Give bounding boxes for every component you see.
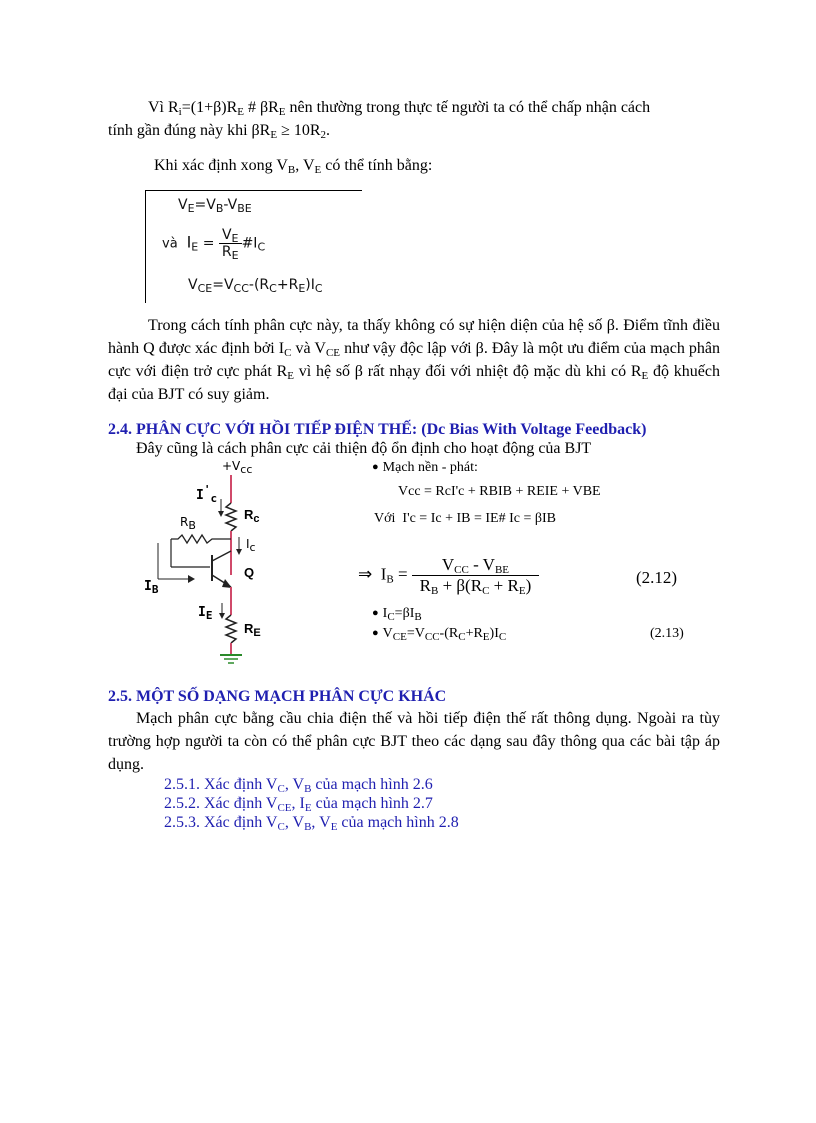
section-2-5-paragraph: Mạch phân cực bằng cầu chia điện thế và hồi tiếp điện thế rất thông dụng. Ngoài ra tùy trường hợp người ta còn có thể phân cực BJT theo các dạng sau đây thông qua các bài tập áp dụng. (108, 710, 720, 773)
bullet-icon: ● (372, 607, 379, 619)
ie-arrow (219, 613, 225, 619)
prime-current-equation: Với I'c = Ic + IB = IE# Ic = βIB (374, 511, 556, 526)
intro-line-1: Vì $R_i=(1+\beta)R_E$ # $\beta R_E$ nên thường trong thực tế người ta có thể chấp nhận cách (148, 99, 651, 118)
vce-equation: $V_{CE}=V_{CC}-(R_C+R_E)I_C$ (188, 277, 323, 295)
circuit-svg (140, 455, 300, 670)
ve-equation: $V_E=V_B-V_{BE}$ (178, 197, 252, 215)
vcc-loop-equation: Vcc = RcI'c + RBIB + REIE + VBE (398, 484, 601, 499)
emitter-arrow (222, 579, 232, 588)
exercise-item[interactable]: 2.5.2. Xác định $V_{CE}$, $I_E$ của mạch hình 2.7 (164, 795, 433, 814)
ib-result-equation: ⇒ $I_B$ = $\frac{V_{CC} - V_{BE}}{R_B + \beta(R_C + R_E)}$ (358, 555, 539, 596)
rb-resistor (171, 535, 231, 543)
re-label: $R_E$ (244, 621, 261, 639)
after-text: Khi xác định xong $V_B$, $V_E$ có thể tính bằng: (154, 157, 433, 176)
rc-label: $R_c$ (244, 507, 260, 525)
paragraph-no-beta: Trong cách tính phân cực này, ta thấy không có sự hiện diện của hệ số β. Điểm tĩnh điều hành Q được xác định bởi $I_C$ và $V_{CE}$ như vậy độc lập với β. Đây là một ưu điểm của mạch phân cực với điện trở cực phát $R_E$ vì hệ số β rất nhạy đối với nhiệt độ mặc dù khi có $R_E$ độ khuếch đại của BJT có suy giảm. (108, 317, 721, 403)
loop-label: ● Mạch nền - phát: (372, 460, 478, 475)
ib-fraction: $\frac{V_{CC} - V_{BE}}{R_B + \beta(R_C + R_E)}$ (412, 555, 539, 596)
intro-paragraph (108, 96, 720, 142)
intro-line-2: tính gần đúng này khi $\beta R_E \ge 10R_2$. (108, 122, 331, 141)
bullet-icon: ● (372, 461, 379, 473)
re-resistor (226, 615, 236, 643)
ve-over-re-fraction: $\frac{V_E}{R_E}$ (219, 227, 242, 260)
ic-prime-label: $I'_c$ (196, 483, 218, 505)
ie-equation: và $I_E$ = $\frac{V_E}{R_E}$ $\#I_C$ (162, 227, 266, 262)
vcc-label: $+V_{cc}$ (222, 459, 253, 476)
equation-number-2-13: (2.13) (650, 626, 684, 641)
ic-prime-arrow (218, 511, 224, 517)
bullet-ic-beta: ● $I_C=\beta I_B$ (372, 606, 422, 623)
exercise-list (164, 775, 459, 832)
formula-box (145, 190, 362, 303)
ic-label: $I_c$ (246, 537, 256, 554)
exercise-item[interactable]: 2.5.3. Xác định $V_C$, $V_B$, $V_E$ của mạch hình 2.8 (164, 814, 459, 833)
transistor-collector (212, 551, 231, 561)
rc-resistor (226, 503, 236, 531)
bullet-vce: ● $V_{CE}=V_{CC}-(R_C+R_E)I_C$ (372, 626, 507, 643)
rb-label: $R_B$ (180, 515, 196, 532)
equation-number-2-12: (2.12) (636, 568, 678, 587)
voltage-feedback-circuit (140, 455, 300, 670)
section-2-5-heading: 2.5. MỘT SỐ DẠNG MẠCH PHÂN CỰC KHÁC (108, 688, 447, 705)
exercise-item[interactable]: 2.5.1. Xác định $V_C$, $V_B$ của mạch hình 2.6 (164, 776, 433, 795)
section-2-4-description: Đây cũng là cách phân cực cải thiện độ ổn định cho hoạt động của BJT (136, 440, 592, 457)
implies-arrow-icon: ⇒ (358, 564, 373, 585)
bullet-icon: ● (372, 627, 379, 639)
ie-label: $I_E$ (198, 605, 213, 622)
section-2-4-heading: 2.4. PHÂN CỰC VỚI HỒI TIẾP ĐIỆN THẾ: (Dc Bias With Voltage Feedback) (108, 421, 647, 438)
ib-label: $I_B$ (144, 579, 159, 596)
q-label: Q (244, 565, 255, 580)
ib-arrow-head (188, 575, 195, 583)
ic-arrow (236, 549, 242, 555)
